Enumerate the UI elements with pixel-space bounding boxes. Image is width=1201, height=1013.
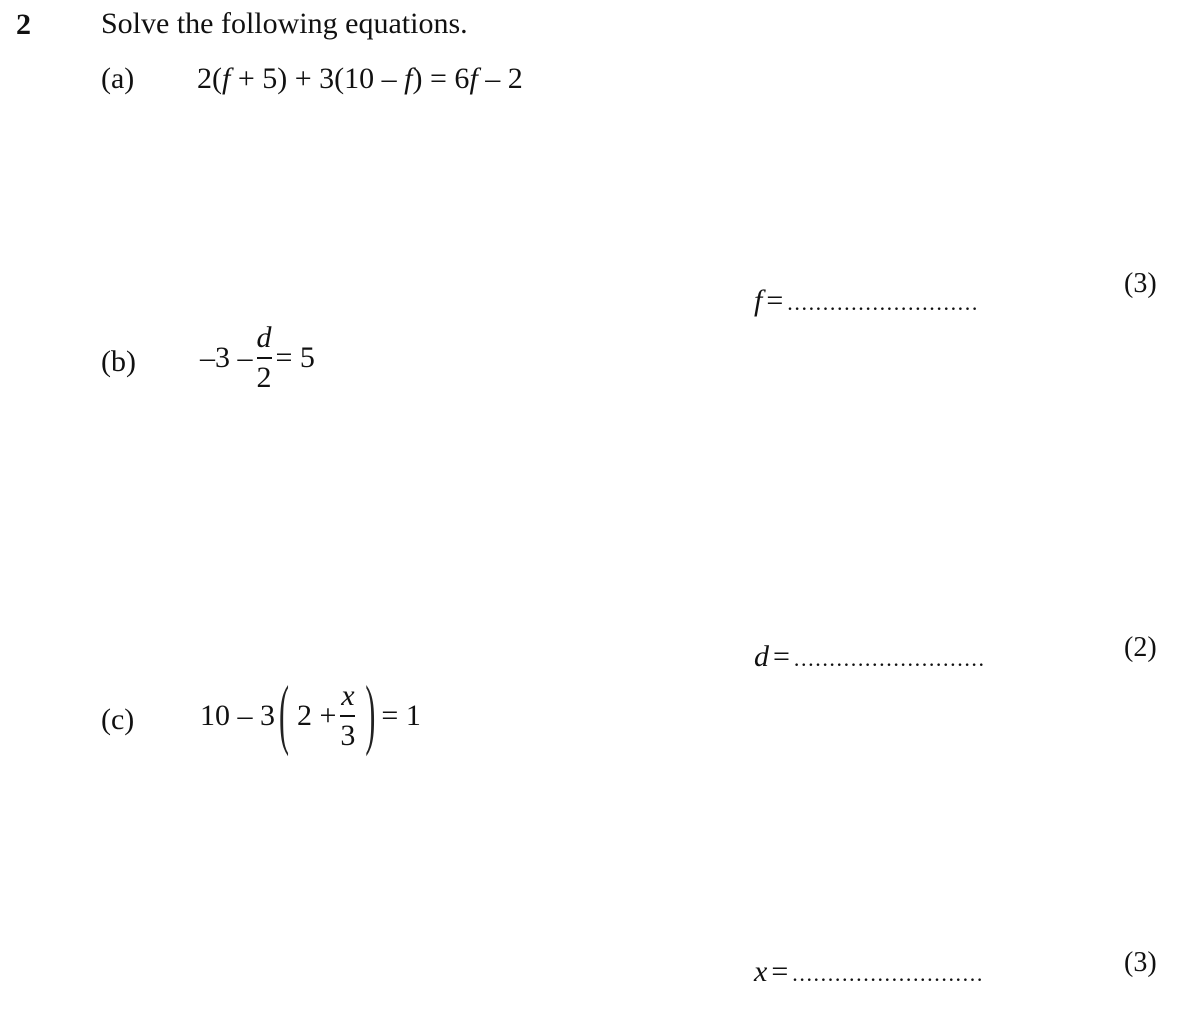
answer-line-b: [754, 640, 986, 674]
eq-b-denominator: 2: [256, 360, 272, 394]
eq-a-var-f3: f: [469, 62, 478, 95]
eq-b-numerator: d: [256, 321, 272, 354]
eq-a-text-1: 2(: [197, 62, 222, 95]
part-c-equation: [200, 671, 421, 758]
answer-a-dots[interactable]: ...........................: [787, 290, 979, 315]
part-b-equation: [200, 322, 315, 393]
part-a-label: (a): [101, 62, 135, 95]
eq-c-open-paren: (: [279, 671, 289, 758]
answer-b-dots[interactable]: ...........................: [793, 646, 986, 671]
part-a-equation: [197, 62, 523, 96]
question-number: 2: [16, 8, 31, 41]
marks-c: (3): [1124, 947, 1157, 978]
eq-c-numerator: x: [341, 679, 355, 712]
eq-b-text-1: –3 –: [200, 340, 253, 374]
answer-c-variable: x: [754, 955, 768, 988]
question-instruction: Solve the following equations.: [101, 7, 468, 40]
eq-c-fraction-bar: [340, 715, 355, 717]
eq-a-var-f2: f: [404, 62, 413, 95]
part-c-label: (c): [101, 703, 135, 736]
eq-c-text-2: = 1: [381, 698, 421, 732]
answer-b-equals: =: [773, 640, 790, 673]
answer-line-a: [754, 284, 979, 318]
part-b-label: (b): [101, 345, 136, 378]
eq-c-text-1: 10 – 3: [200, 698, 275, 732]
eq-c-fraction: [340, 680, 355, 751]
marks-a: (3): [1124, 268, 1157, 299]
eq-a-text-2: + 5) + 3(10 –: [230, 62, 405, 95]
answer-a-variable: f: [754, 284, 763, 317]
eq-c-denominator: 3: [340, 718, 356, 752]
answer-a-equals: =: [766, 284, 784, 317]
eq-a-text-3: ) = 6: [412, 62, 470, 95]
eq-b-fraction: [257, 322, 272, 393]
eq-b-text-2: = 5: [275, 340, 315, 374]
eq-c-close-paren: ): [365, 671, 376, 758]
eq-b-fraction-bar: [257, 357, 272, 359]
eq-c-inner: 2 +: [297, 698, 337, 732]
eq-a-var-f1: f: [222, 62, 231, 95]
eq-a-text-4: – 2: [477, 62, 523, 95]
marks-b: (2): [1124, 632, 1157, 663]
answer-b-variable: d: [754, 640, 769, 673]
answer-c-equals: =: [771, 955, 789, 988]
answer-c-dots[interactable]: ...........................: [792, 961, 984, 986]
answer-line-c: [754, 955, 984, 989]
